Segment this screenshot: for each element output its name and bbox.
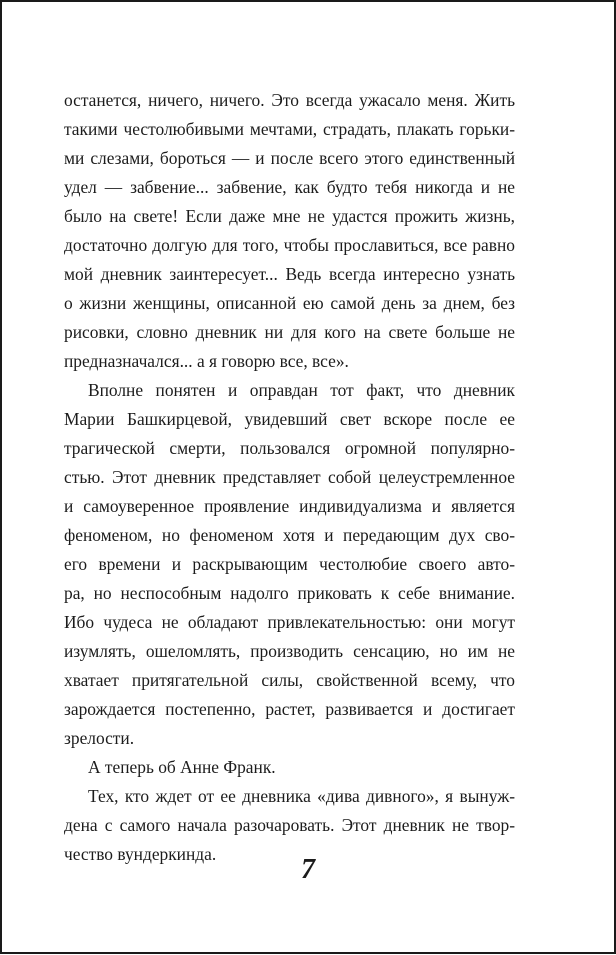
text-line: останется, ничего, ничего. Это всегда ужасало меня. Жить [64, 90, 515, 110]
text-line: его времени и раскрывающим честолюбие своего авто- [64, 554, 515, 574]
body-text [64, 86, 515, 869]
text-line: трагической смерти, пользовался огромной популярно- [64, 438, 515, 458]
text-line: такими честолюбивыми мечтами, страдать, плакать горьки- [64, 119, 515, 139]
text-line: зарождается постепенно, растет, развивается и достигает [64, 699, 515, 719]
text-line: ра, но неспособным надолго приковать к себе внимание. [64, 583, 515, 603]
text-line: Марии Башкирцевой, увидевший свет вскоре после ее [64, 409, 515, 429]
text-line: стью. Этот дневник представляет собой целеустремленное [64, 467, 515, 487]
page-number: 7 [301, 854, 315, 885]
text-line: достаточно долгую для того, чтобы прославиться, все равно [64, 235, 515, 255]
text-line: дена с самого начала разочаровать. Этот дневник не твор- [64, 815, 515, 835]
paragraph-1 [64, 86, 515, 376]
text-line: изумлять, ошеломлять, производить сенсацию, но им не [64, 641, 515, 661]
text-line: Тех, кто ждет от ее дневника «дива дивного», я вынуж- [88, 786, 515, 806]
text-line: было на свете! Если даже мне не удастся прожить жизнь, [64, 206, 515, 226]
text-line: удел — забвение... забвение, как будто тебя никогда и не [64, 177, 515, 197]
text-line: феноменом, но феноменом хотя и передающим дух сво- [64, 525, 515, 545]
text-line: хватает притягательной силы, свойственной всему, что [64, 670, 515, 690]
paragraph-3 [64, 753, 515, 782]
text-line: чество вундеркинда. [64, 844, 217, 864]
text-line: и самоуверенное проявление индивидуализма и является [64, 496, 515, 516]
text-line: Ибо чудеса не обладают привлекательностью: они могут [64, 612, 515, 632]
paragraph-2 [64, 376, 515, 753]
text-line: рисовки, словно дневник ни для кого на свете больше не [64, 322, 515, 342]
text-line: предназначался... а я говорю все, все». [64, 351, 349, 371]
text-line: Вполне понятен и оправдан тот факт, что дневник [88, 380, 515, 400]
text-line: А теперь об Анне Франк. [88, 757, 276, 777]
text-line: о жизни женщины, описанной ею самой день за днем, без [64, 293, 515, 313]
text-line: мой дневник заинтересует... Ведь всегда интересно узнать [64, 264, 515, 284]
text-line: зрелости. [64, 728, 135, 748]
text-line: ми слезами, бороться — и после всего этого единственный [64, 148, 515, 168]
